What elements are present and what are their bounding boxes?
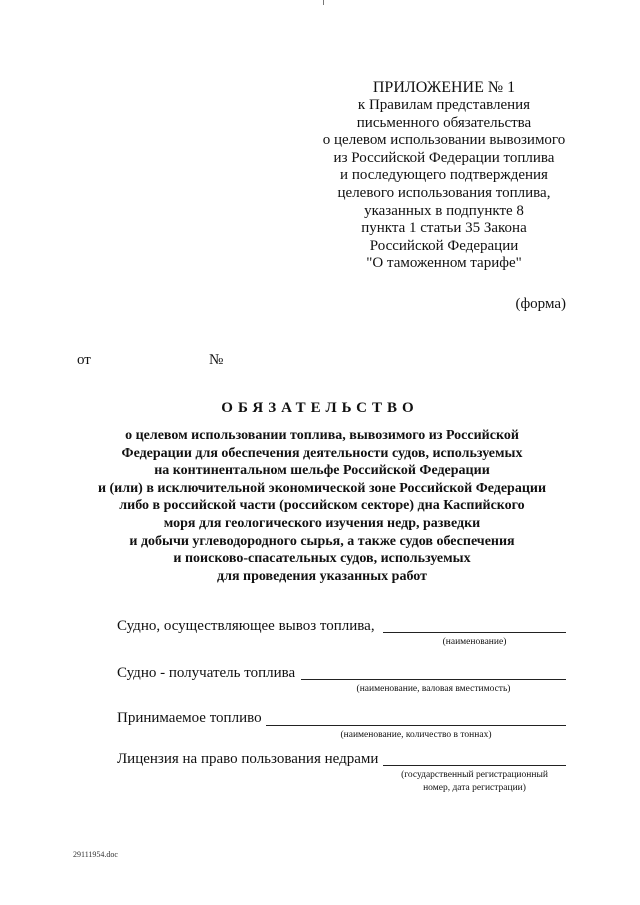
subtitle-line: и поисково-спасательных судов, используемых [173,551,471,567]
license-hint [383,769,566,795]
appendix-line: пункта 1 статьи 35 Закона [361,220,527,237]
exporting-vessel-label: Судно, осуществляющее вывоз топлива, [117,618,375,634]
appendix-block [296,78,592,273]
appendix-line: о целевом использовании вывозимого [322,132,566,149]
subtitle-line: на континентальном шельфе Российской Федерации [154,463,490,479]
accepted-fuel-field[interactable] [266,725,566,726]
date-prefix: от [77,352,91,368]
appendix-line: из Российской Федерации топлива [333,149,555,166]
appendix-heading: ПРИЛОЖЕНИЕ № 1 [372,79,516,96]
subtitle-line: моря для геологического изучения недр, разведки [163,515,481,531]
exporting-vessel-hint: (наименование) [442,637,507,647]
receiving-vessel-hint: (наименование, валовая вместимость) [356,684,511,694]
receiving-vessel-label: Судно - получатель топлива [117,665,296,681]
document-title: ОБЯЗАТЕЛЬСТВО [221,400,419,416]
exporting-vessel-field[interactable] [383,632,566,633]
subtitle-line: о целевом использовании топлива, вывозимого из Российской [125,428,519,443]
document-subtitle [70,427,574,585]
accepted-fuel-hint: (наименование, количество в тоннах) [340,730,492,740]
subtitle-line: либо в российской части (российском секторе) дна Каспийского [119,498,525,514]
receiving-vessel-field[interactable] [301,679,566,680]
top-edge-mark [323,0,324,5]
appendix-line: "О таможенном тарифе" [366,255,522,272]
number-sign: № [209,352,224,368]
subtitle-line: Федерации для обеспечения деятельности судов, используемых [121,445,523,461]
license-hint-line: номер, дата регистрации) [423,783,526,793]
form-label: (форма) [515,296,566,312]
appendix-line: и последующего подтверждения [340,167,548,184]
license-hint-line: (государственный регистрационный [401,770,548,780]
appendix-line: указанных в подпункте 8 [364,202,524,219]
appendix-line: к Правилам представления [357,97,531,113]
accepted-fuel-label: Принимаемое топливо [117,710,262,726]
subtitle-line: и (или) в исключительной экономической зоне Российской Федерации [97,480,547,496]
subtitle-line: и добычи углеводородного сырья, а также судов обеспечения [129,533,515,549]
appendix-line: Российской Федерации [369,237,519,254]
appendix-line: целевого использования топлива, [337,184,551,201]
subtitle-line: для проведения указанных работ [217,568,427,584]
license-field[interactable] [383,765,566,766]
file-name-footer: 29111954.doc [73,850,118,859]
appendix-line: письменного обязательства [356,114,532,131]
license-label: Лицензия на право пользования недрами [117,751,379,767]
